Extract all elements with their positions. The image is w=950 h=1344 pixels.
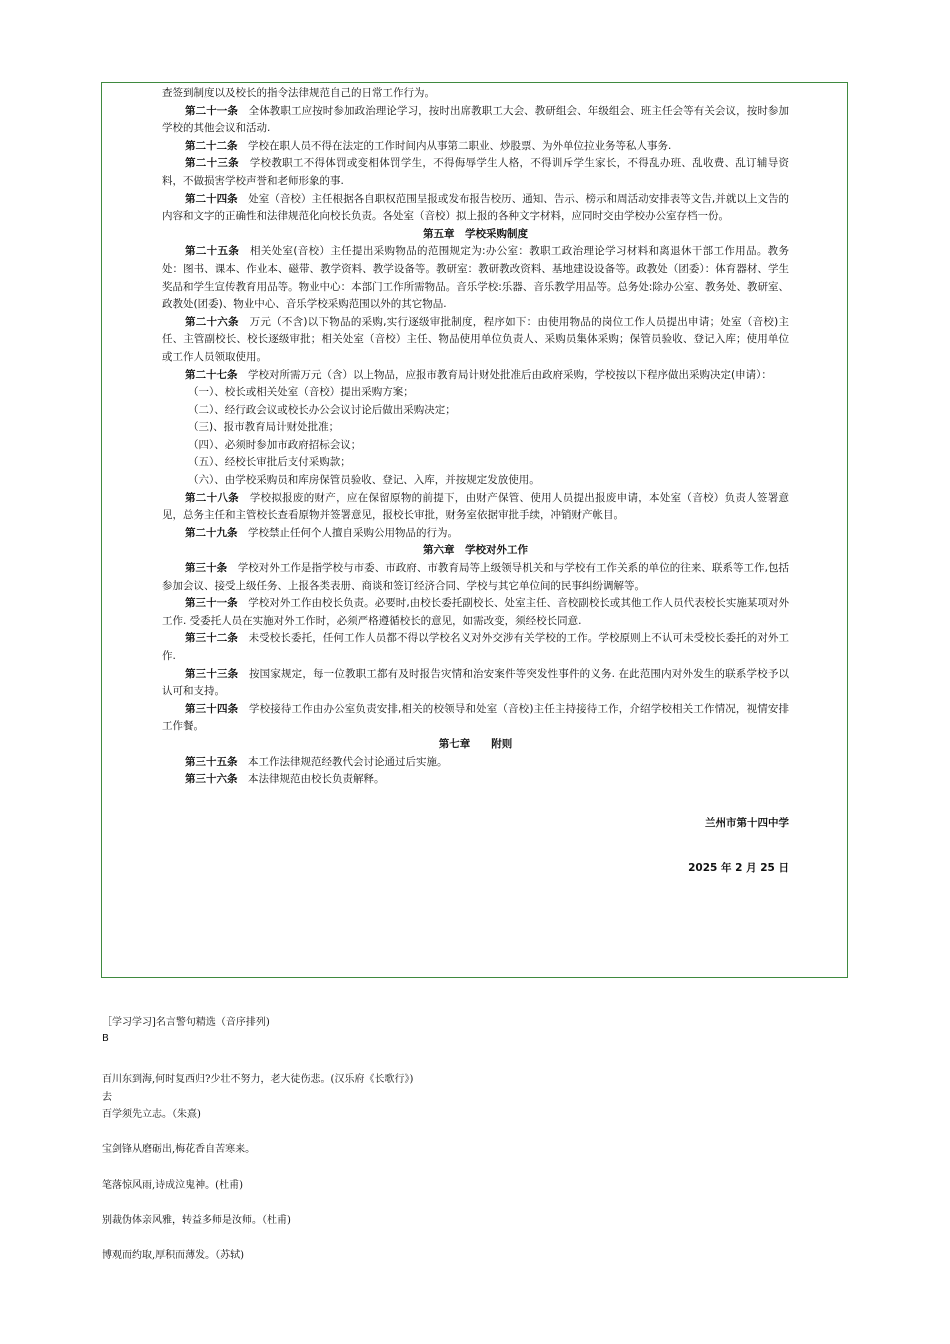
article-paragraph (162, 367, 789, 385)
article-paragraph (162, 103, 789, 138)
article-paragraph (162, 490, 789, 525)
chapter-6-title: 第六章 学校对外工作 (423, 544, 528, 557)
article-number: 第二十八条 (185, 491, 239, 504)
article-text: 学校禁止任何个人擅自采购公用物品的行为。 (248, 526, 458, 539)
procedure-list-item: （三)、报市教育局计财处批准； (188, 421, 340, 434)
article-number: 第三十条 (185, 562, 228, 575)
article-paragraph (162, 701, 789, 736)
article-number: 第三十六条 (185, 773, 238, 786)
article-number: 第二十一条 (185, 104, 238, 117)
article-text: 学校对外工作是指学校与市委、市政府、市教育局等上级领导机关和与学校有工作关系的单位的往来、联系等工作,包括参加会议、接受上级任务、上报各类表册、商谈和签订经济合同、学校与其它单位间的民事纠纷调解等。 (162, 562, 790, 592)
procedure-list-item: （六）、由学校采购员和库房保管员验收、登记、入库，并按规定发放使用。 (188, 474, 540, 487)
article-text: 处室（音校）主任根据各自职权范围呈报或发布报告校历、通知、告示、榜示和周活动安排表等文告,并就以上文告的内容和文字的正确性和法律规范化向校长负责。各处室（音校）拟上报的各种文字材料，应同时交由学校办公室存档一份。 (162, 192, 790, 223)
article-text: 学校接待工作由办公室负责安排,相关的校领导和处室（音校)主任主持接待工作，介绍学校相关工作情况，视情安排工作餐。 (162, 702, 790, 733)
article-text: 相关处室(音校）主任提出采购物品的范围规定为:办公室：教职工政治理论学习材料和离退休干部工作用品。教务处：图书、课本、作业本、磁带、教学资料、教学设备等。教研室：教研教改资料、基地建设设备等。政教处（团委）：体育器材、学生奖品和学生宣传教育用品等。物业中心：本部门工作所需物品。音乐学校:乐器、音乐教学用品等。总务处:除办公室、教务处、教研室、政教处(团委)、物业中心、音乐学校采购范围以外的其它物品. (162, 245, 790, 311)
article-text: 万元（不含)以下物品的采购,实行逐级审批制度，程序如下：由使用物品的岗位工作人员提出申请；处室（音校)主任、主管副校长、校长逐级审批；相关处室（音校）主任、物品使用单位负责人、采购员集体采购；保管员验收、登记入库；使用单位或工作人员领取使用。 (162, 315, 790, 363)
article-paragraph (162, 771, 789, 789)
article-number: 第二十二条 (185, 139, 238, 152)
article-number: 第三十二条 (185, 632, 238, 645)
article-number: 第三十五条 (185, 755, 238, 768)
article-text: 未受校长委托，任何工作人员都不得以学校名义对外交涉有关学校的工作。学校原则上不认可未受校长委托的对外工作. (162, 632, 790, 662)
article-paragraph (162, 314, 789, 367)
quote-4: 笔落惊风雨,诗成泣鬼神。(杜甫) (102, 1180, 243, 1191)
article-number: 第二十三条 (185, 157, 239, 170)
article-paragraph (162, 754, 789, 772)
article-number: 第二十九条 (185, 526, 238, 539)
procedure-list-item: （五）、经校长审批后支付采购款； (188, 456, 351, 469)
chapter-5-title: 第五章 学校采购制度 (423, 227, 528, 240)
quote-1: 百川东到海,何时复西归?少壮不努力，老大徒伤悲。(汉乐府《长歌行》) (102, 1074, 414, 1085)
letter-b: B (102, 1033, 109, 1044)
article-number: 第三十三条 (185, 667, 239, 680)
article-paragraph (162, 191, 789, 226)
signature-date: 2025 年 2 月 25 日 (688, 862, 789, 875)
intro-line: 查签到制度以及校长的指令法律规范自己的日常工作行为。 (162, 87, 435, 99)
article-text: 学校在职人员不得在法定的工作时间内从事第二职业、炒股票、为外单位拉业务等私人事务. (248, 139, 672, 152)
quotes-heading: ［学习学习]名言警句精选（音序排列) (102, 1017, 270, 1028)
article-paragraph (162, 525, 789, 543)
article-number: 第三十一条 (185, 597, 238, 610)
signature-school: 兰州市第十四中学 (705, 816, 789, 829)
chapter-7-title: 第七章 附则 (438, 737, 513, 750)
article-text: 本法律规范由校长负责解释。 (248, 773, 385, 786)
article-number: 第二十四条 (185, 192, 238, 205)
article-paragraph (162, 630, 789, 665)
document-body (162, 85, 789, 878)
quote-5: 别裁伪体亲风雅，转益多师是汝师。（杜甫) (102, 1215, 291, 1226)
quote-6: 博观而约取,厚积而薄发。（苏轼) (102, 1250, 245, 1261)
article-text: 学校对所需万元（含）以上物品，应报市教育局计财处批准后由政府采购，学校按以下程序做出采购决定(申请）： (248, 368, 772, 381)
article-paragraph (162, 666, 789, 701)
article-paragraph (162, 155, 789, 190)
article-text: 学校拟报废的财产，应在保留原物的前提下，由财产保管、使用人员提出报废申请，本处室（音校）负责人签署意见，总务主任和主管校长查看原物并签署意见，报校长审批，财务室依据审批手续，冲销财产帐目。 (162, 491, 790, 522)
article-number: 第二十七条 (185, 368, 238, 381)
article-text: 学校教职工不得体罚或变相体罚学生，不得侮辱学生人格，不得训斥学生家长，不得乱办班、乱收费、乱订辅导资料，不做损害学校声誉和老师形象的事. (162, 157, 790, 187)
article-paragraph (162, 560, 789, 595)
quote-1-mark: 去 (102, 1092, 112, 1103)
article-number: 第三十四条 (185, 702, 239, 715)
procedure-list-item: （四）、必须时参加市政府招标会议； (188, 438, 362, 451)
article-paragraph (162, 243, 789, 313)
procedure-list-item: （二）、经行政会议或校长办公会议讨论后做出采购决定； (188, 403, 456, 416)
article-number: 第二十五条 (185, 245, 240, 258)
article-number: 第二十六条 (185, 315, 239, 328)
article-paragraph (162, 138, 789, 156)
quote-2: 百学须先立志。（朱熹) (102, 1109, 201, 1120)
procedure-list-item: （一）、校长或相关处室（音校）提出采购方案； (188, 386, 414, 399)
quote-3: 宝剑锋从磨砺出,梅花香自苦寒来。 (102, 1144, 256, 1155)
article-text: 本工作法律规范经教代会讨论通过后实施。 (248, 755, 448, 768)
article-text: 学校对外工作由校长负责。必要时,由校长委托副校长、处室主任、音校副校长或其他工作人员代表校长实施某项对外工作. 受委托人员在实施对外工作时，必须严格遵循校长的意见，如需改变，须经校长同意. (162, 597, 790, 627)
article-paragraph (162, 595, 789, 630)
article-text: 按国家规定，每一位教职工都有及时报告灾情和治安案件等突发性事件的义务. 在此范围内对外发生的联系学校予以认可和支持。 (162, 667, 790, 698)
article-text: 全体教职工应按时参加政治理论学习，按时出席教职工大会、教研组会、年级组会、班主任会等有关会议，按时参加学校的其他会议和活动. (162, 104, 790, 135)
